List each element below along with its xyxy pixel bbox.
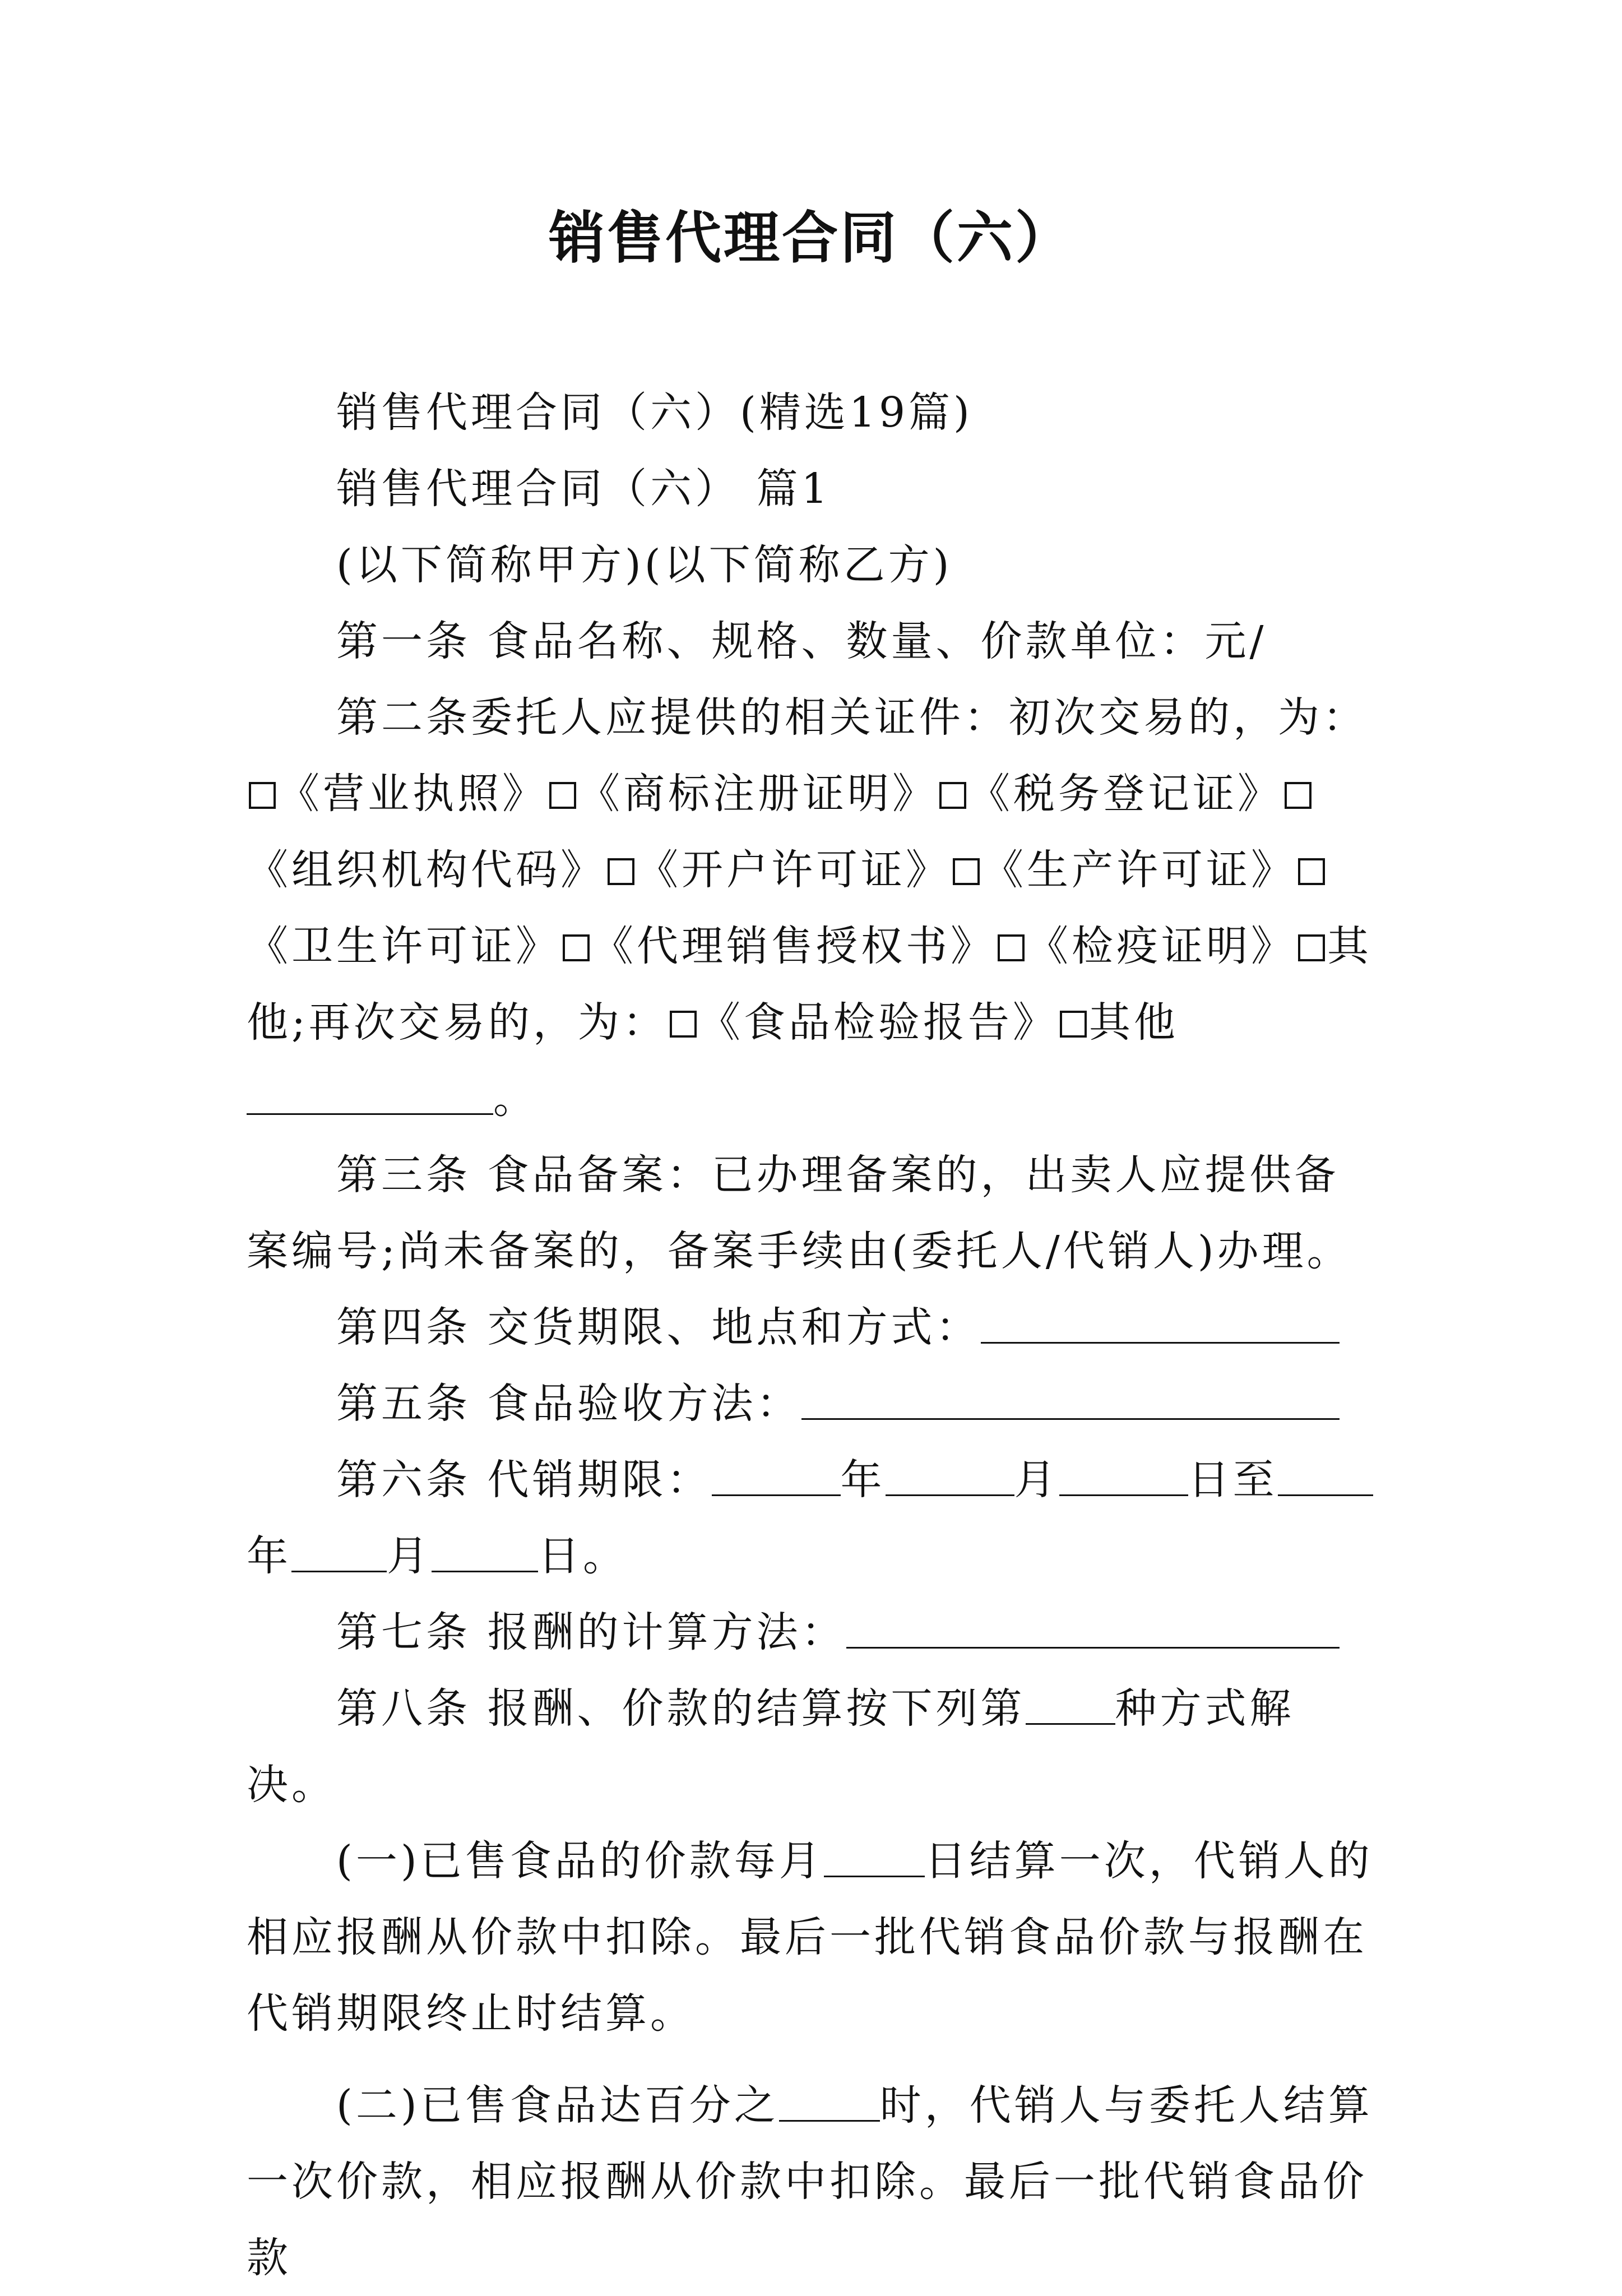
checkbox-icon [563, 934, 590, 961]
blank-line [846, 1603, 1340, 1649]
doc-trademark: 《商标注册证明》 [578, 770, 937, 818]
doc-org-code: 《组织机构代码》 [247, 846, 605, 894]
paragraph-section-heading: 销售代理合同（六） 篇1 [336, 465, 831, 513]
paragraph-parties: (以下简称甲方)(以下简称乙方) [336, 541, 953, 589]
doc-hygiene: 《卫生许可证》 [247, 922, 560, 970]
blank-line [981, 1298, 1340, 1344]
checkbox-icon [549, 782, 576, 809]
period: 。 [493, 1075, 538, 1123]
doc-production: 《生产许可证》 [982, 846, 1296, 894]
article-5-text: 第五条 食品验收方法： [336, 1380, 801, 1428]
paragraph-article-1: 第一条 食品名称、规格、数量、价款单位：元/ [336, 617, 1267, 665]
article-8-text: 第八条 报酬、价款的结算按下列第 [336, 1684, 1026, 1733]
blank-line [291, 1527, 387, 1572]
paragraph-article-2 [247, 679, 1376, 1137]
article-6-text: 第六条 代销期限： [336, 1456, 712, 1504]
day-to-label: 日至 [1188, 1456, 1278, 1504]
month-label: 月 [1014, 1456, 1059, 1504]
paragraph-option-2 [247, 2067, 1376, 2296]
blank-line [1026, 1679, 1115, 1725]
document-title: 销售代理合同（六） [549, 205, 1073, 271]
blank-line [432, 1527, 538, 1572]
doc-business-license: 《营业执照》 [278, 770, 547, 818]
checkbox-icon [1298, 934, 1325, 961]
checkbox-icon [670, 1011, 697, 1038]
blank-line [779, 2076, 880, 2122]
blank-line [1278, 1451, 1373, 1496]
article-2-repeat: 其他;再次交易的，为： [247, 922, 1372, 1047]
doc-tax: 《税务登记证》 [968, 770, 1282, 818]
article-4-text: 第四条 交货期限、地点和方式： [336, 1303, 981, 1351]
document-body [247, 374, 1376, 2296]
checkbox-icon [998, 934, 1025, 961]
checkbox-icon [939, 782, 966, 809]
paragraph-article-7 [247, 1594, 1376, 1670]
blank-line [712, 1451, 841, 1496]
paragraph-article-8 [247, 1670, 1376, 1823]
checkbox-icon [1285, 782, 1311, 809]
option-1-text: (一)已售食品的价款每月 [336, 1837, 824, 1885]
paragraph-article-6 [247, 1442, 1376, 1594]
day-label: 日。 [538, 1532, 628, 1580]
option-1-tail: 日结算一次，代销人的相应报酬从价款中扣除。最后一批代销食品价款与报酬在代销期限终止时结算。 [247, 1837, 1373, 2038]
year-label: 年 [840, 1456, 886, 1504]
paragraph-article-3: 第三条 食品备案：已办理备案的，出卖人应提供备案编号;尚未备案的，备案手续由(委托人/代销人)办理。 [247, 1151, 1352, 1275]
article-7-text: 第七条 报酬的计算方法： [336, 1608, 846, 1656]
article-2-intro: 第二条委托人应提供的相关证件：初次交易的，为： [336, 693, 1368, 742]
doc-other: 其他 [1088, 998, 1179, 1047]
article-8-tail: 种方式解决。 [247, 1684, 1295, 1809]
blank-line [1059, 1451, 1188, 1496]
checkbox-icon [608, 858, 634, 885]
doc-inspection: 《食品检验报告》 [698, 998, 1058, 1047]
month-label: 月 [387, 1532, 432, 1580]
checkbox-icon [1298, 858, 1325, 885]
paragraph-subtitle: 销售代理合同（六）(精选19篇) [336, 388, 973, 437]
doc-authorization: 《代理销售授权书》 [592, 922, 995, 970]
option-2-tail: 时，代销人与委托人结算一次价款，相应报酬从价款中扣除。最后一批代销食品价款 [247, 2081, 1373, 2282]
year-label: 年 [247, 1532, 291, 1580]
checkbox-icon [953, 858, 980, 885]
blank-line [886, 1451, 1014, 1496]
doc-account: 《开户许可证》 [637, 846, 951, 894]
checkbox-icon [249, 782, 276, 809]
blank-line [247, 1070, 493, 1115]
blank-line [824, 1832, 925, 1877]
blank-line [801, 1374, 1340, 1420]
option-2-text: (二)已售食品达百分之 [336, 2081, 779, 2130]
checkbox-icon [1060, 1011, 1087, 1038]
paragraph-article-5 [247, 1365, 1376, 1442]
paragraph-article-4 [247, 1289, 1376, 1365]
doc-quarantine: 《检疫证明》 [1027, 922, 1296, 970]
paragraph-option-1 [247, 1823, 1376, 2052]
